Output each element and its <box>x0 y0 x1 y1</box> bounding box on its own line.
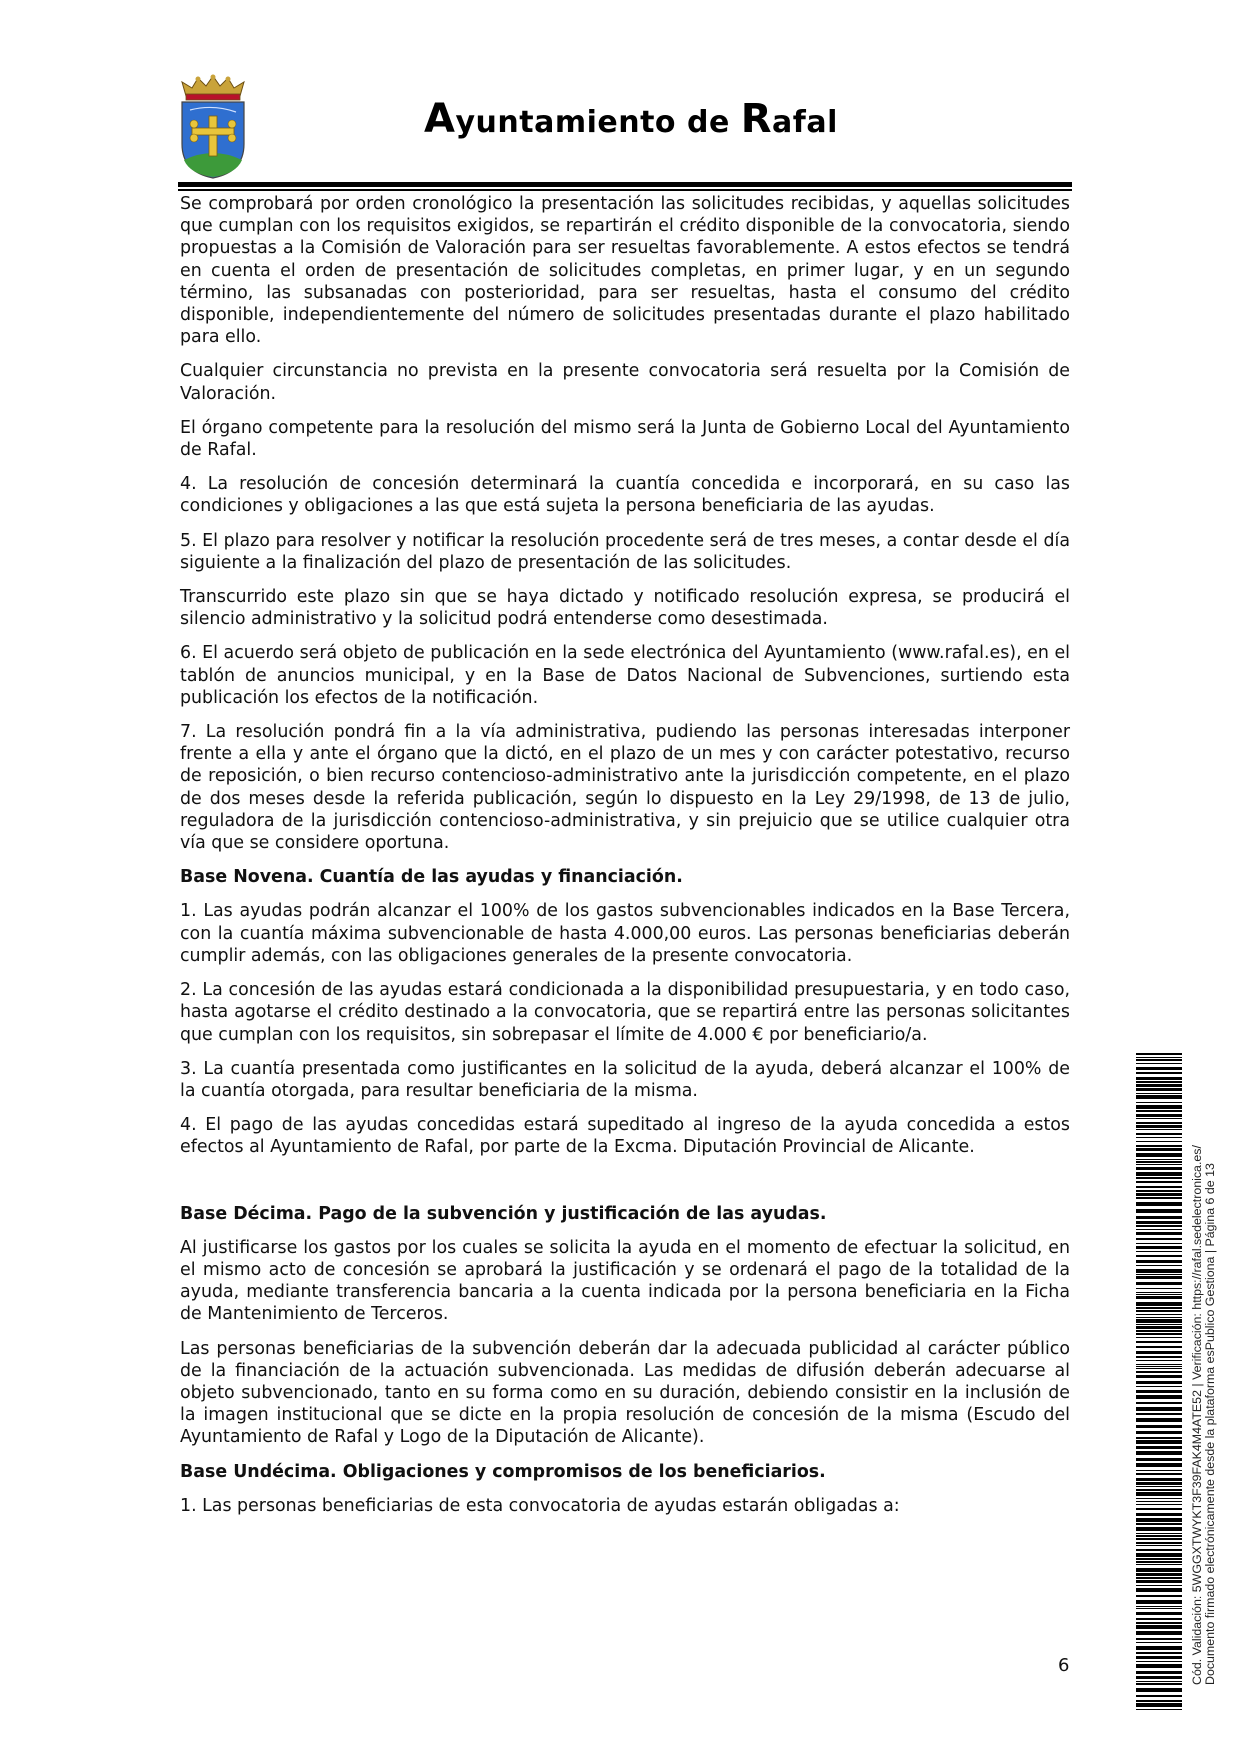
body-paragraph: Cualquier circunstancia no prevista en la presente convocatoria será resuelta por la Comisión de Valoración. <box>180 361 1070 404</box>
body-paragraph: 6. El acuerdo será objeto de publicación en la sede electrónica del Ayuntamiento (www.rafal.es), en el tablón de anuncios municipal, y en la Base de Datos Nacional de Subvenciones, surtiendo esta publicación los efectos de la notificación. <box>180 643 1070 708</box>
coat-of-arms-logo <box>176 74 250 180</box>
body-paragraph: 1. Las ayudas podrán alcanzar el 100% de los gastos subvencionables indicados en la Base Tercera, con la cuantía máxima subvencionable de hasta 4.000,00 euros. Las personas beneficiarias deberán cumplir además, con las obligaciones generales de la presente convocatoria. <box>180 901 1070 966</box>
body-paragraph: El órgano competente para la resolución del mismo será la Junta de Gobierno Local del Ayuntamiento de Rafal. <box>180 417 1070 461</box>
body-paragraph: Al justificarse los gastos por los cuales se solicita la ayuda en el momento de efectuar la solicitud, en el mismo acto de concesión se aprobará la justificación y se ordenará el pago de la totalidad de la ayuda, mediante transferencia bancaria a la cuenta indicada por la persona beneficiaria en la Ficha de Mantenimiento de Terceros. <box>180 1237 1070 1325</box>
body-paragraph: 4. La resolución de concesión determinará la cuantía concedida e incorporará, en su caso las condiciones y obligaciones a las que está sujeta la persona beneficiaria de las ayudas. <box>180 474 1070 517</box>
body-paragraph: 2. La concesión de las ayudas estará condicionada a la disponibilidad presupuestaria, y en todo caso, hasta agotarse el crédito destinado a la convocatoria, que se repartirá entre las personas solicitantes que cumplan con los requisitos, sin sobrepasar el límite de 4.000 € por beneficiario/a. <box>180 980 1070 1045</box>
header-rule <box>178 182 1072 187</box>
validation-line-2: Documento firmado electrónicamente desde la plataforma esPublico Gestiona | Página 6 de 13 <box>1203 1163 1217 1685</box>
section-heading: Base Novena. Cuantía de las ayudas y financiación. <box>180 867 683 888</box>
body-paragraph: Las personas beneficiarias de la subvención deberán dar la adecuada publicidad al carácter público de la financiación de la actuación subvencionada. Las medidas de difusión deberán adecuarse al objeto subvencionado, tanto en su forma como en su duración, debiendo consistir en la inclusión de la imagen institucional que se dicte en la propia resolución de concesión de la misma (Escudo del Ayuntamiento de Rafal y Logo de la Diputación de Alicante). <box>180 1338 1070 1448</box>
body-paragraph: 3. La cuantía presentada como justificantes en la solicitud de la ayuda, deberá alcanzar el 100% de la cuantía otorgada, para resultar beneficiaria de la misma. <box>180 1058 1070 1101</box>
page-number: 6 <box>1058 1655 1070 1676</box>
body-paragraph: 5. El plazo para resolver y notificar la resolución procedente será de tres meses, a contar desde el día siguiente a la finalización del plazo de presentación de las solicitudes. <box>180 530 1070 573</box>
body-paragraph: Transcurrido este plazo sin que se haya dictado y notificado resolución expresa, se producirá el silencio administrativo y la solicitud podrá entenderse como desestimada. <box>180 587 1070 630</box>
body-paragraph: 4. El pago de las ayudas concedidas estará supeditado al ingreso de la ayuda concedida a estos efectos al Ayuntamiento de Rafal, por parte de la Excma. Diputación Provincial de Alicante. <box>180 1115 1070 1158</box>
page-title: Ayuntamiento de Rafal <box>424 96 838 142</box>
body-paragraph: Se comprobará por orden cronológico la presentación las solicitudes recibidas, y aquellas solicitudes que cumplan con los requisitos exigidos, se repartirán el crédito disponible de la convocatoria, siendo propuestas a la Comisión de Valoración para ser resueltas favorablemente. A estos efectos se tendrá en cuenta el orden de presentación de solicitudes completas, en primer lugar, y en un segundo término, las subsanadas con posterioridad, para ser resueltas, hasta el consumo del crédito disponible, independientemente del número de solicitudes presentadas durante el plazo habilitado para ello. <box>180 194 1070 348</box>
section-heading: Base Undécima. Obligaciones y compromisos de los beneficiarios. <box>180 1461 826 1482</box>
validation-text <box>1191 1145 1217 1685</box>
body-paragraph: 7. La resolución pondrá fin a la vía administrativa, pudiendo las personas interesadas interponer frente a ella y ante el órgano que la dictó, en el plazo de un mes y con carácter potestativo, recurso de reposición, o bien recurso contencioso-administrativo ante la jurisdicción competente, en el plazo de dos meses desde la referida publicación, según lo dispuesto en la Ley 29/1998, de 13 de julio, reguladora de la jurisdicción contencioso-administrativa, y sin prejuicio que se utilice cualquier otra vía que se considere oportuna. <box>180 722 1070 854</box>
body-paragraph: 1. Las personas beneficiarias de esta convocatoria de ayudas estarán obligadas a: <box>180 1495 900 1516</box>
validation-line-1: Cód. Validación: 5WGGXTWYKT3F39FAK4M4ATE52 | Verificación: https://rafal.sedelectronica.es/ <box>1190 1145 1204 1685</box>
section-heading: Base Décima. Pago de la subvención y justificación de las ayudas. <box>180 1203 827 1224</box>
document-body <box>180 193 1070 1529</box>
header-rule-thin <box>178 189 1072 191</box>
